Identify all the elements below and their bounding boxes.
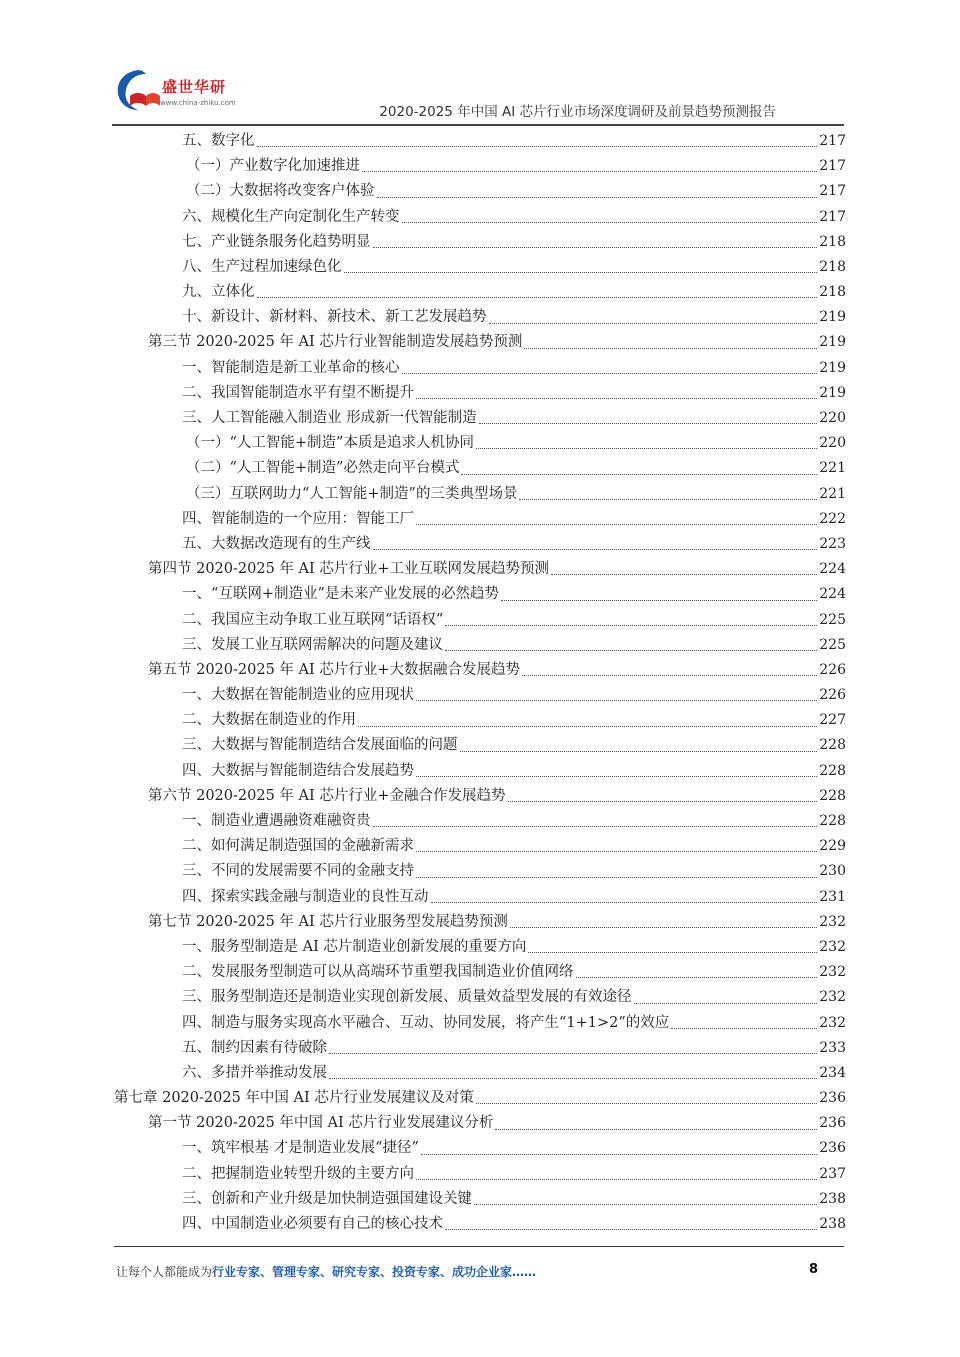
toc-entry-title: 四、智能制造的一个应用：智能工厂 (182, 510, 414, 527)
toc-entry[interactable] (114, 255, 846, 280)
toc-entry[interactable] (114, 633, 846, 658)
toc-entry[interactable] (114, 809, 846, 834)
toc-entry-title: 一、服务型制造是 AI 芯片制造业创新发展的重要方向 (182, 938, 527, 955)
toc-entry[interactable] (114, 608, 846, 633)
toc-entry[interactable] (114, 129, 846, 154)
logo-emblem-icon (112, 66, 164, 114)
toc-entry[interactable] (114, 935, 846, 960)
toc-entry-page: 217 (819, 183, 846, 200)
toc-entry-title: （三）互联网助力“人工智能+制造”的三类典型场景 (186, 485, 518, 502)
toc-entry[interactable] (114, 381, 846, 406)
toc-entry[interactable] (114, 1212, 846, 1237)
toc-entry-page: 230 (819, 863, 846, 880)
toc-dot-leader (373, 245, 818, 248)
toc-entry-title: 一、筑牢根基 才是制造业发展“捷径” (182, 1140, 419, 1157)
toc-dot-leader (362, 169, 817, 172)
logo-url: www.china-zhiku.com (160, 99, 236, 107)
toc-entry[interactable] (114, 834, 846, 859)
toc-entry-title: 四、中国制造业必须要有自己的核心技术 (182, 1216, 443, 1233)
table-of-contents (114, 129, 846, 1237)
toc-entry-title: 第七节 2020-2025 年 AI 芯片行业服务型发展趋势预测 (148, 913, 508, 930)
toc-dot-leader (445, 1227, 817, 1230)
toc-entry-page: 219 (819, 359, 846, 376)
toc-entry[interactable] (114, 859, 846, 884)
toc-entry-title: 五、大数据改造现有的生产线 (182, 535, 371, 552)
toc-entry[interactable] (114, 230, 846, 255)
toc-dot-leader (329, 1051, 817, 1054)
toc-entry-title: （一）产业数字化加速推进 (186, 158, 360, 175)
toc-entry-page: 232 (819, 913, 846, 930)
toc-dot-leader (257, 295, 818, 298)
toc-entry-page: 238 (819, 1216, 846, 1233)
toc-entry-page: 228 (819, 737, 846, 754)
document-title: 2020-2025 年中国 AI 芯片行业市场深度调研及前景趋势预测报告 (379, 104, 776, 120)
toc-entry-title: 七、产业链条服务化趋势明显 (182, 233, 371, 250)
toc-dot-leader (489, 321, 818, 324)
toc-entry-title: 一、“互联网+制造业”是未来产业发展的必然趋势 (182, 586, 499, 603)
toc-entry-page: 234 (819, 1064, 846, 1081)
toc-dot-leader (373, 547, 818, 550)
toc-entry[interactable] (114, 356, 846, 381)
toc-entry-title: 四、制造与服务实现高水平融合、互动、协同发展，将产生“1+1>2”的效应 (182, 1014, 670, 1031)
toc-entry-title: 一、制造业遭遇融资难融资贵 (182, 813, 371, 830)
toc-dot-leader (257, 144, 818, 147)
toc-dot-leader (329, 1076, 817, 1079)
toc-entry[interactable] (114, 1011, 846, 1036)
toc-entry-page: 217 (819, 158, 846, 175)
toc-dot-leader (416, 698, 817, 701)
toc-entry-title: 三、大数据与智能制造结合发展面临的问题 (182, 737, 458, 754)
toc-dot-leader (344, 270, 818, 273)
toc-entry-title: 二、我国智能制造水平有望不断提升 (182, 384, 414, 401)
toc-entry[interactable] (114, 582, 846, 607)
toc-entry[interactable] (114, 784, 846, 809)
toc-entry[interactable] (114, 683, 846, 708)
toc-entry-title: 第七章 2020-2025 年中国 AI 芯片行业发展建议及对策 (114, 1090, 474, 1107)
toc-entry-title: 六、多措并举推动发展 (182, 1064, 327, 1081)
toc-dot-leader (416, 522, 817, 525)
toc-dot-leader (576, 975, 818, 978)
toc-entry[interactable] (114, 305, 846, 330)
toc-entry[interactable] (114, 280, 846, 305)
toc-entry-page: 233 (819, 1039, 846, 1056)
toc-entry-page: 231 (819, 888, 846, 905)
logo-name: 盛世华研 (162, 78, 227, 96)
company-logo (112, 66, 252, 118)
toc-entry-title: 四、探索实践金融与制造业的良性互动 (182, 888, 429, 905)
toc-entry-title: （二）大数据将改变客户体验 (186, 183, 375, 200)
toc-entry-page: 236 (819, 1090, 846, 1107)
toc-dot-leader (377, 195, 818, 198)
toc-entry[interactable] (114, 985, 846, 1010)
toc-entry-title: 第一节 2020-2025 年中国 AI 芯片行业发展建议分析 (148, 1115, 494, 1132)
toc-entry[interactable] (114, 179, 846, 204)
toc-entry-page: 228 (819, 787, 846, 804)
toc-entry-page: 225 (819, 611, 846, 628)
toc-entry-title: 四、大数据与智能制造结合发展趋势 (182, 762, 414, 779)
toc-entry-page: 218 (819, 258, 846, 275)
toc-entry[interactable] (114, 1162, 846, 1187)
toc-entry-page: 217 (819, 208, 846, 225)
toc-entry[interactable] (114, 1111, 846, 1136)
toc-entry-page: 221 (819, 460, 846, 477)
toc-entry-page: 229 (819, 838, 846, 855)
header-divider (112, 124, 844, 126)
toc-dot-leader (431, 900, 818, 903)
toc-entry-title: 八、生产过程加速绿色化 (182, 258, 342, 275)
toc-dot-leader (528, 950, 817, 953)
toc-entry-title: 第四节 2020-2025 年 AI 芯片行业+工业互联网发展趋势预测 (148, 561, 549, 578)
toc-dot-leader (460, 749, 818, 752)
toc-entry-page: 218 (819, 284, 846, 301)
toc-entry[interactable] (114, 1137, 846, 1162)
toc-entry[interactable] (114, 331, 846, 356)
toc-dot-leader (479, 421, 818, 424)
toc-dot-leader (476, 446, 817, 449)
toc-dot-leader (416, 875, 817, 878)
toc-entry-title: 二、发展服务型制造可以从高端环节重塑我国制造业价值网络 (182, 964, 574, 981)
toc-entry-title: 五、制约因素有待破除 (182, 1039, 327, 1056)
toc-dot-leader (524, 346, 817, 349)
toc-entry-title: （二）“人工智能+制造”必然走向平台模式 (186, 460, 460, 477)
toc-entry-page: 223 (819, 535, 846, 552)
toc-entry-page: 232 (819, 1014, 846, 1031)
toc-entry-page: 221 (819, 485, 846, 502)
toc-entry-title: 六、规模化生产向定制化生产转变 (182, 208, 400, 225)
toc-entry-page: 232 (819, 989, 846, 1006)
toc-dot-leader (510, 925, 817, 928)
toc-entry-title: 二、大数据在制造业的作用 (182, 712, 356, 729)
toc-entry[interactable] (114, 205, 846, 230)
toc-dot-leader (402, 220, 818, 223)
toc-dot-leader (501, 598, 817, 601)
toc-entry-title: 三、发展工业互联网需解决的问题及建议 (182, 636, 443, 653)
toc-entry-page: 225 (819, 636, 846, 653)
toc-dot-leader (671, 1026, 817, 1029)
footer-divider (114, 1246, 844, 1247)
toc-entry[interactable] (114, 154, 846, 179)
toc-entry[interactable] (114, 406, 846, 431)
toc-entry-title: 第五节 2020-2025 年 AI 芯片行业+大数据融合发展趋势 (148, 661, 520, 678)
toc-entry[interactable] (114, 759, 846, 784)
toc-entry[interactable] (114, 910, 846, 935)
toc-dot-leader (461, 472, 817, 475)
toc-entry[interactable] (114, 734, 846, 759)
toc-entry-title: 第三节 2020-2025 年 AI 芯片行业智能制造发展趋势预测 (148, 334, 523, 351)
toc-entry-title: 十、新设计、新材料、新技术、新工艺发展趋势 (182, 309, 487, 326)
toc-entry[interactable] (114, 885, 846, 910)
toc-entry-page: 228 (819, 762, 846, 779)
footer-slogan (116, 1263, 536, 1280)
toc-entry-page: 237 (819, 1165, 846, 1182)
page-number: 8 (808, 1262, 818, 1277)
toc-entry-page: 219 (819, 384, 846, 401)
toc-dot-leader (634, 1001, 818, 1004)
toc-entry[interactable] (114, 708, 846, 733)
toc-entry-title: 一、智能制造是新工业革命的核心 (182, 359, 400, 376)
toc-entry-title: 一、大数据在智能制造业的应用现状 (182, 687, 414, 704)
toc-entry[interactable] (114, 1086, 846, 1111)
toc-entry[interactable] (114, 431, 846, 456)
toc-entry-page: 236 (819, 1140, 846, 1157)
toc-entry-title: 三、创新和产业升级是加快制造强国建设关键 (182, 1190, 472, 1207)
toc-dot-leader (508, 799, 818, 802)
toc-entry-page: 228 (819, 813, 846, 830)
toc-dot-leader (358, 724, 817, 727)
toc-entry[interactable] (114, 532, 846, 557)
toc-entry-title: 二、我国应主动争取工业互联网“话语权” (182, 611, 444, 628)
toc-dot-leader (551, 572, 817, 575)
toc-entry[interactable] (114, 1061, 846, 1086)
toc-dot-leader (522, 673, 817, 676)
toc-dot-leader (402, 371, 818, 374)
toc-dot-leader (421, 1152, 817, 1155)
toc-entry-page: 226 (819, 661, 846, 678)
toc-entry-page: 220 (819, 435, 846, 452)
toc-dot-leader (445, 623, 817, 626)
slogan-prefix: 让每个人都能成为 (116, 1265, 213, 1279)
toc-dot-leader (416, 849, 817, 852)
toc-entry-title: 三、不同的发展需要不同的金融支持 (182, 863, 414, 880)
toc-entry-page: 226 (819, 687, 846, 704)
toc-entry-page: 220 (819, 410, 846, 427)
toc-entry-title: 二、如何满足制造强国的金融新需求 (182, 838, 414, 855)
toc-dot-leader (445, 648, 817, 651)
toc-entry-page: 238 (819, 1190, 846, 1207)
toc-entry[interactable] (114, 1187, 846, 1212)
toc-entry[interactable] (114, 1036, 846, 1061)
slogan-highlight: 行业专家、管理专家、研究专家、投资专家、成功企业家…… (212, 1265, 537, 1279)
toc-entry-title: 三、人工智能融入制造业 形成新一代智能制造 (182, 410, 477, 427)
toc-dot-leader (416, 396, 817, 399)
toc-entry-page: 232 (819, 938, 846, 955)
toc-entry-page: 219 (819, 334, 846, 351)
toc-entry-title: （一）“人工智能+制造”本质是追求人机协同 (186, 435, 474, 452)
toc-dot-leader (476, 1101, 817, 1104)
toc-entry-title: 第六节 2020-2025 年 AI 芯片行业+金融合作发展趋势 (148, 787, 506, 804)
toc-entry-page: 236 (819, 1115, 846, 1132)
toc-entry[interactable] (114, 658, 846, 683)
toc-entry-page: 218 (819, 233, 846, 250)
toc-dot-leader (416, 774, 817, 777)
toc-entry[interactable] (114, 482, 846, 507)
toc-dot-leader (373, 824, 818, 827)
toc-dot-leader (474, 1202, 817, 1205)
toc-entry-page: 227 (819, 712, 846, 729)
toc-entry-page: 217 (819, 132, 846, 149)
toc-entry-page: 224 (819, 586, 846, 603)
toc-entry-title: 二、把握制造业转型升级的主要方向 (182, 1165, 414, 1182)
toc-entry[interactable] (114, 507, 846, 532)
toc-entry-page: 219 (819, 309, 846, 326)
toc-dot-leader (416, 1177, 817, 1180)
toc-entry[interactable] (114, 557, 846, 582)
toc-entry[interactable] (114, 456, 846, 481)
toc-entry-page: 222 (819, 510, 846, 527)
toc-dot-leader (519, 497, 817, 500)
toc-entry-title: 五、数字化 (182, 132, 255, 149)
toc-entry-page: 224 (819, 561, 846, 578)
toc-dot-leader (495, 1127, 817, 1130)
toc-entry-title: 九、立体化 (182, 284, 255, 301)
toc-entry[interactable] (114, 960, 846, 985)
toc-entry-title: 三、服务型制造还是制造业实现创新发展、质量效益型发展的有效途径 (182, 989, 632, 1006)
toc-entry-page: 232 (819, 964, 846, 981)
